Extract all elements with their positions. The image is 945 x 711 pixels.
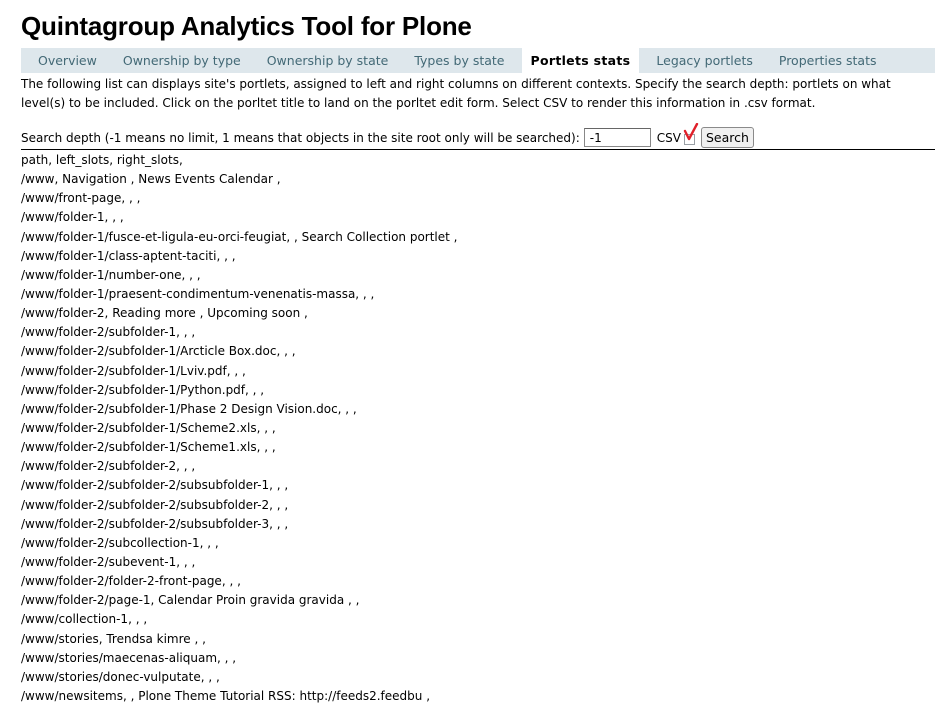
result-row: /www/front-page, , , bbox=[21, 191, 141, 206]
result-row: /www/folder-1/praesent-condimentum-venenatis-massa, , , bbox=[21, 286, 375, 301]
tab-ownership-by-state[interactable]: Ownership by state bbox=[266, 53, 389, 68]
search-form bbox=[21, 126, 935, 150]
result-row: /www/stories/maecenas-aliquam, , , bbox=[21, 650, 237, 665]
result-row: /www/stories, Trendsa kimre , , bbox=[21, 631, 206, 646]
result-row: /www, Navigation , News Events Calendar , bbox=[21, 172, 281, 187]
result-row: /www/collection-1, , , bbox=[21, 612, 148, 627]
result-row: /www/folder-2/subfolder-2/subsubfolder-1, , , bbox=[21, 478, 289, 493]
tab-ownership-by-type[interactable]: Ownership by type bbox=[122, 53, 241, 68]
tab-types-by-state[interactable]: Types by state bbox=[414, 53, 505, 68]
result-row: /www/folder-2/subfolder-1/Lviv.pdf, , , bbox=[21, 363, 246, 378]
result-row: /www/folder-2/subfolder-1, , , bbox=[21, 325, 196, 340]
search-depth-input[interactable] bbox=[584, 128, 651, 147]
csv-label: CSV bbox=[656, 130, 681, 145]
search-depth-label: Search depth (-1 means no limit, 1 means that objects in the site root only will be searched): bbox=[21, 130, 580, 145]
result-row: /www/folder-2/subfolder-1/Scheme2.xls, , , bbox=[21, 420, 276, 435]
result-row: /www/folder-1/fusce-et-ligula-eu-orci-feugiat, , Search Collection portlet , bbox=[21, 229, 458, 244]
results-header-row: path, left_slots, right_slots, bbox=[21, 153, 183, 167]
result-row: /www/folder-2/subfolder-2, , , bbox=[21, 459, 196, 474]
result-row: /www/folder-2/subfolder-1/Arcticle Box.doc, , , bbox=[21, 344, 296, 359]
result-row: /www/folder-2/subevent-1, , , bbox=[21, 554, 196, 569]
result-row: /www/folder-2/subfolder-1/Python.pdf, , , bbox=[21, 382, 265, 397]
result-row: /www/folder-1, , , bbox=[21, 210, 124, 225]
checkmark-icon bbox=[683, 123, 699, 143]
result-row: /www/folder-2/folder-2-front-page, , , bbox=[21, 574, 241, 589]
search-button[interactable]: Search bbox=[701, 127, 754, 148]
results-list bbox=[21, 151, 935, 706]
result-row: /www/folder-2/subfolder-1/Phase 2 Design Vision.doc, , , bbox=[21, 401, 357, 416]
tab-properties-stats[interactable]: Properties stats bbox=[778, 53, 877, 68]
result-row: /www/folder-2, Reading more , Upcoming soon , bbox=[21, 306, 308, 321]
result-row: /www/folder-2/subfolder-2/subsubfolder-2, , , bbox=[21, 497, 289, 512]
result-row: /www/folder-2/subcollection-1, , , bbox=[21, 535, 219, 550]
description-text: The following list can displays site's portlets, assigned to left and right columns on different contexts. Specify the search depth: portlets on what level(s) to be included. Click on the porltet title to land on the porltet edit form. Select CSV to render this information in .csv format. bbox=[21, 77, 891, 110]
result-row: /www/newsitems, , Plone Theme Tutorial RSS: http://feeds2.feedbu , bbox=[21, 688, 431, 703]
result-row: /www/folder-2/subfolder-1/Scheme1.xls, , , bbox=[21, 440, 276, 455]
result-row: /www/folder-1/class-aptent-taciti, , , bbox=[21, 248, 236, 263]
tab-bar bbox=[21, 48, 935, 73]
result-row: /www/folder-1/number-one, , , bbox=[21, 267, 201, 282]
result-row: /www/folder-2/page-1, Calendar Proin gravida gravida , , bbox=[21, 593, 360, 608]
tab-overview[interactable]: Overview bbox=[38, 53, 97, 68]
tab-portlets-stats[interactable]: Portlets stats bbox=[522, 48, 640, 73]
csv-checkbox[interactable] bbox=[684, 129, 697, 142]
result-row: /www/folder-2/subfolder-2/subsubfolder-3, , , bbox=[21, 516, 289, 531]
page-title: Quintagroup Analytics Tool for Plone bbox=[21, 11, 472, 41]
tab-legacy-portlets[interactable]: Legacy portlets bbox=[656, 53, 753, 68]
result-row: /www/stories/donec-vulputate, , , bbox=[21, 669, 220, 684]
